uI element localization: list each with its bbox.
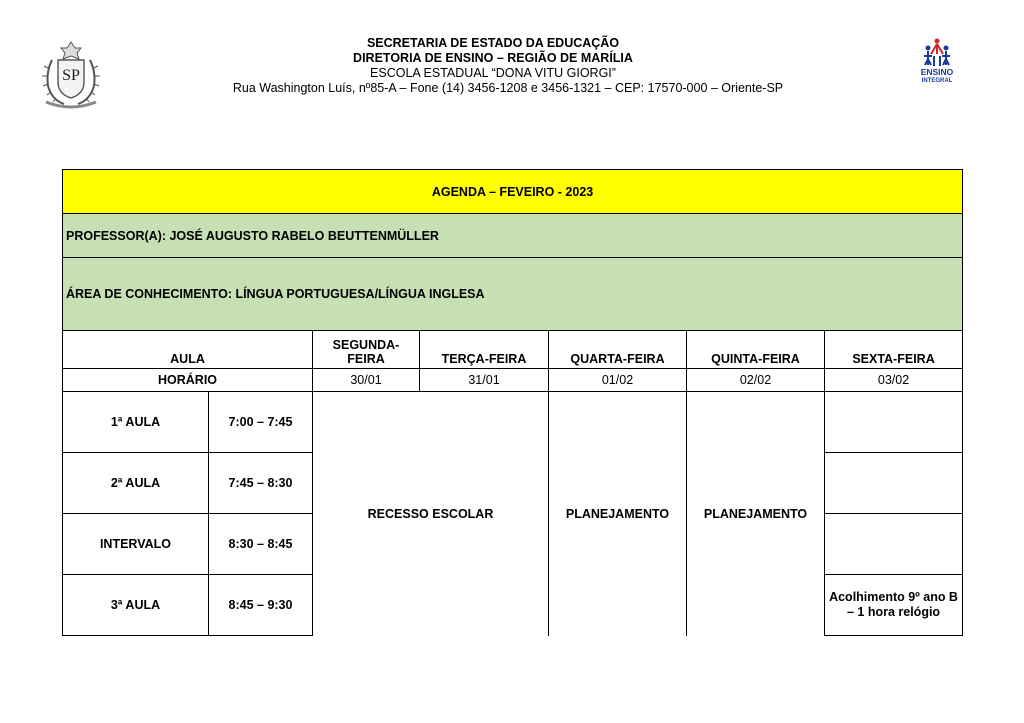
horario-header: HORÁRIO	[63, 369, 313, 392]
header-address: Rua Washington Luís, nº85-A – Fone (14) 3456-1208 e 3456-1321 – CEP: 17570-000 – Oriente-SP	[232, 81, 784, 95]
day-header-sexta: SEXTA-FEIRA	[825, 331, 963, 369]
sexta-cell-3	[825, 514, 963, 575]
school-info	[150, 36, 836, 96]
slot-name: INTERVALO	[63, 514, 209, 575]
people-group-icon	[912, 38, 962, 68]
logo-text: ENSINO	[920, 67, 954, 77]
recesso-escolar-cell: RECESSO ESCOLAR	[313, 392, 549, 636]
header-line-escola: ESCOLA ESTADUAL “DONA VITU GIORGI”	[370, 66, 616, 80]
agenda-table	[62, 169, 963, 636]
day-header-quinta: QUINTA-FEIRA	[687, 331, 825, 369]
slot-time: 7:00 – 7:45	[209, 392, 313, 453]
header-line-secretaria: SECRETARIA DE ESTADO DA EDUCAÇÃO	[366, 36, 620, 50]
slot-time: 7:45 – 8:30	[209, 453, 313, 514]
sexta-acolhimento-cell: Acolhimento 9º ano B – 1 hora relógio	[825, 575, 963, 636]
logo-subtext: INTEGRAL	[921, 78, 953, 84]
slot-time: 8:45 – 9:30	[209, 575, 313, 636]
date-segunda: 30/01	[313, 369, 420, 392]
header-line-diretoria: DIRETORIA DE ENSINO – REGIÃO DE MARÍLIA	[353, 51, 633, 65]
day-header-terca: TERÇA-FEIRA	[420, 331, 549, 369]
planejamento-quinta-cell: PLANEJAMENTO	[687, 392, 825, 636]
sexta-cell-1	[825, 392, 963, 453]
slot-time: 8:30 – 8:45	[209, 514, 313, 575]
knowledge-area: ÁREA DE CONHECIMENTO: LÍNGUA PORTUGUESA/LÍNGUA INGLESA	[63, 258, 963, 331]
table-row	[63, 392, 963, 453]
date-terca: 31/01	[420, 369, 549, 392]
date-quinta: 02/02	[687, 369, 825, 392]
planejamento-quarta-cell: PLANEJAMENTO	[549, 392, 687, 636]
aula-header: AULA	[63, 331, 313, 369]
day-header-quarta: QUARTA-FEIRA	[549, 331, 687, 369]
document-header	[0, 0, 1024, 150]
seal-letters: SP	[62, 67, 80, 84]
slot-name: 1ª AULA	[63, 392, 209, 453]
sp-coat-of-arms-icon	[38, 38, 104, 112]
date-sexta: 03/02	[825, 369, 963, 392]
sexta-cell-2	[825, 453, 963, 514]
professor-name: PROFESSOR(A): JOSÉ AUGUSTO RABELO BEUTTENMÜLLER	[63, 214, 963, 258]
date-quarta: 01/02	[549, 369, 687, 392]
day-header-segunda: SEGUNDA-FEIRA	[313, 331, 420, 369]
ensino-integral-logo	[912, 38, 962, 90]
slot-name: 3ª AULA	[63, 575, 209, 636]
agenda-title: AGENDA – FEVEIRO - 2023	[63, 170, 963, 214]
slot-name: 2ª AULA	[63, 453, 209, 514]
